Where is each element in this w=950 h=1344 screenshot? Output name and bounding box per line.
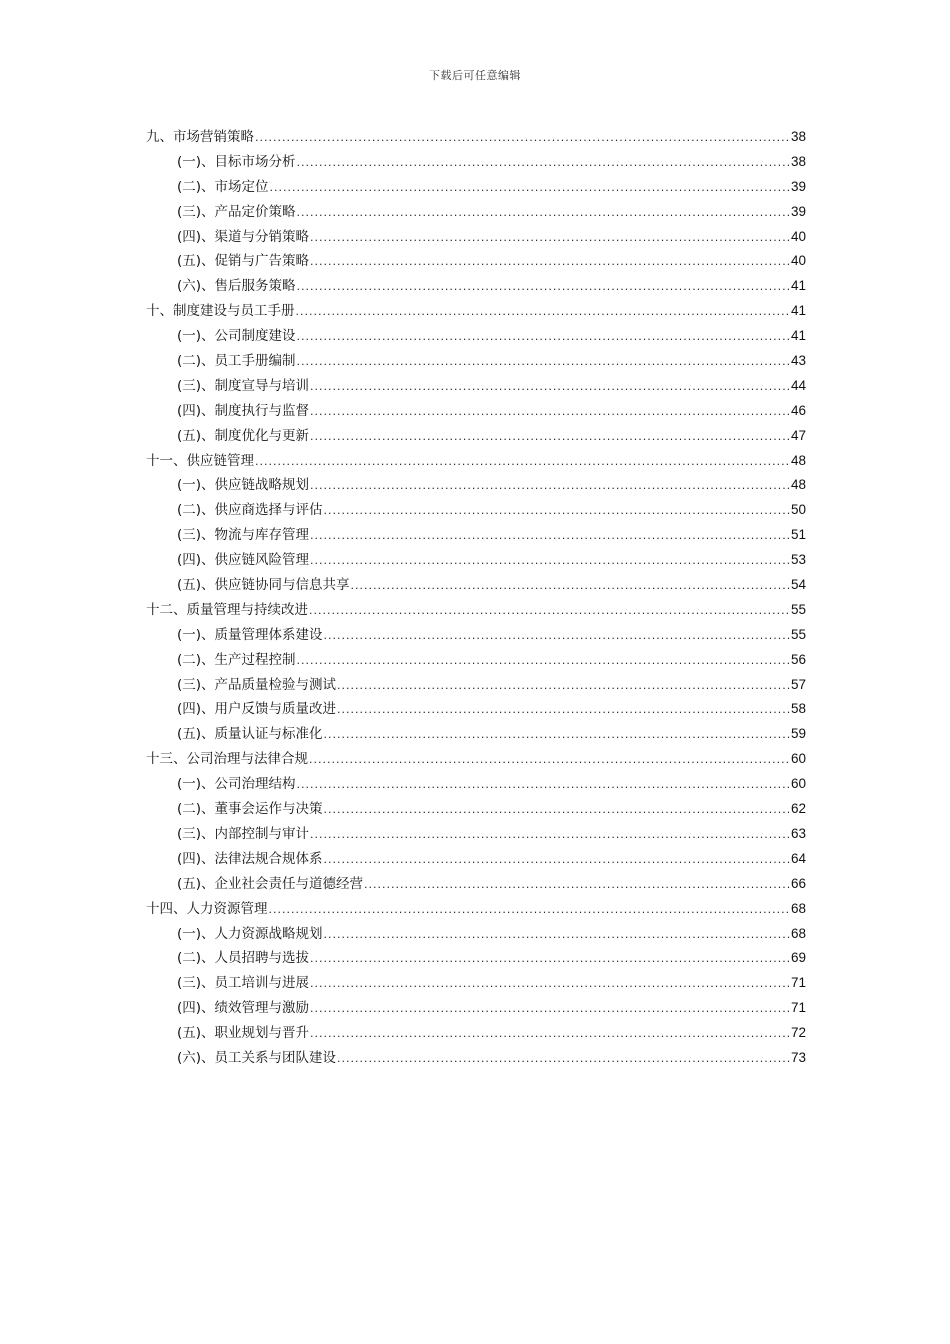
toc-page-number: 41 xyxy=(790,328,806,344)
toc-section-entry[interactable] xyxy=(146,648,806,673)
toc-section-entry[interactable] xyxy=(146,1046,806,1071)
toc-chapter-entry[interactable] xyxy=(146,598,806,623)
toc-section-entry[interactable] xyxy=(146,573,806,598)
toc-dot-leader xyxy=(337,1047,790,1072)
toc-section-entry[interactable] xyxy=(146,847,806,872)
toc-entry-label: (三)、制度宣导与培训 xyxy=(177,377,310,394)
toc-entry-label: (五)、质量认证与标准化 xyxy=(177,726,323,743)
toc-dot-leader xyxy=(310,549,790,574)
toc-page-number: 63 xyxy=(790,825,806,841)
toc-section-entry[interactable] xyxy=(146,349,806,374)
toc-chapter-entry[interactable] xyxy=(146,449,806,474)
toc-section-entry[interactable] xyxy=(146,523,806,548)
toc-page-number: 71 xyxy=(790,975,806,991)
toc-page-number: 68 xyxy=(790,900,806,916)
toc-entry-label: (三)、员工培训与进展 xyxy=(177,975,310,992)
toc-section-entry[interactable] xyxy=(146,822,806,847)
toc-dot-leader xyxy=(297,350,790,375)
toc-page-number: 59 xyxy=(790,726,806,742)
toc-page-number: 44 xyxy=(790,377,806,393)
toc-page-number: 71 xyxy=(790,1000,806,1016)
toc-section-entry[interactable] xyxy=(146,697,806,722)
toc-page-number: 60 xyxy=(790,776,806,792)
toc-entry-label: (五)、供应链协同与信息共享 xyxy=(177,577,350,594)
toc-dot-leader xyxy=(310,524,790,549)
toc-entry-label: (三)、物流与库存管理 xyxy=(177,527,310,544)
toc-entry-label: 九、市场营销策略 xyxy=(146,129,254,145)
toc-dot-leader xyxy=(255,126,790,151)
toc-dot-leader xyxy=(324,848,790,873)
toc-entry-label: (二)、人员招聘与选拔 xyxy=(177,950,310,967)
toc-dot-leader xyxy=(364,873,790,898)
toc-section-entry[interactable] xyxy=(146,225,806,250)
toc-page-number: 62 xyxy=(790,801,806,817)
toc-dot-leader xyxy=(297,201,790,226)
toc-dot-leader xyxy=(310,425,790,450)
toc-section-entry[interactable] xyxy=(146,623,806,648)
toc-page-number: 39 xyxy=(790,203,806,219)
toc-page-number: 46 xyxy=(790,402,806,418)
toc-page-number: 73 xyxy=(790,1049,806,1065)
toc-dot-leader xyxy=(296,300,790,325)
toc-chapter-entry[interactable] xyxy=(146,897,806,922)
toc-dot-leader xyxy=(269,898,790,923)
toc-entry-label: (一)、人力资源战略规划 xyxy=(177,925,323,942)
toc-page-number: 40 xyxy=(790,228,806,244)
toc-entry-label: (三)、产品质量检验与测试 xyxy=(177,676,337,693)
toc-dot-leader xyxy=(297,649,790,674)
toc-section-entry[interactable] xyxy=(146,922,806,947)
toc-dot-leader xyxy=(324,499,790,524)
toc-page-number: 38 xyxy=(790,153,806,169)
toc-section-entry[interactable] xyxy=(146,324,806,349)
toc-entry-label: (五)、促销与广告策略 xyxy=(177,253,310,270)
toc-section-entry[interactable] xyxy=(146,200,806,225)
toc-section-entry[interactable] xyxy=(146,673,806,698)
toc-dot-leader xyxy=(310,823,790,848)
toc-entry-label: (五)、制度优化与更新 xyxy=(177,427,310,444)
toc-dot-leader xyxy=(297,325,790,350)
toc-page-number: 38 xyxy=(790,129,806,144)
toc-entry-label: (六)、售后服务策略 xyxy=(177,278,296,295)
toc-section-entry[interactable] xyxy=(146,274,806,299)
toc-page-number: 53 xyxy=(790,552,806,568)
toc-dot-leader xyxy=(297,773,790,798)
toc-dot-leader xyxy=(310,400,790,425)
toc-page-number: 66 xyxy=(790,875,806,891)
toc-entry-label: 十三、公司治理与法律合规 xyxy=(146,751,308,768)
toc-entry-label: (一)、供应链战略规划 xyxy=(177,477,310,494)
toc-page-number: 48 xyxy=(790,452,806,468)
toc-chapter-entry[interactable] xyxy=(146,299,806,324)
toc-entry-label: (二)、生产过程控制 xyxy=(177,651,296,668)
toc-section-entry[interactable] xyxy=(146,971,806,996)
toc-entry-label: (四)、法律法规合规体系 xyxy=(177,850,323,867)
toc-dot-leader xyxy=(337,674,790,699)
toc-section-entry[interactable] xyxy=(146,424,806,449)
toc-dot-leader xyxy=(337,698,790,723)
toc-dot-leader xyxy=(310,1022,790,1047)
toc-section-entry[interactable] xyxy=(146,996,806,1021)
toc-page-number: 58 xyxy=(790,701,806,717)
toc-entry-label: 十、制度建设与员工手册 xyxy=(146,303,295,320)
toc-dot-leader xyxy=(309,748,790,773)
toc-page-number: 39 xyxy=(790,178,806,194)
toc-entry-label: (四)、绩效管理与激励 xyxy=(177,1000,310,1017)
toc-page-number: 55 xyxy=(790,626,806,642)
toc-section-entry[interactable] xyxy=(146,946,806,971)
toc-entry-label: 十四、人力资源管理 xyxy=(146,900,268,917)
toc-section-entry[interactable] xyxy=(146,548,806,573)
toc-entry-label: (一)、公司制度建设 xyxy=(177,328,296,345)
toc-entry-label: (四)、用户反馈与质量改进 xyxy=(177,701,337,718)
toc-dot-leader xyxy=(270,176,790,201)
toc-dot-leader xyxy=(351,574,790,599)
toc-entry-label: (一)、公司治理结构 xyxy=(177,776,296,793)
toc-dot-leader xyxy=(324,923,790,948)
toc-page-number: 47 xyxy=(790,427,806,443)
toc-entry-label: (二)、员工手册编制 xyxy=(177,353,296,370)
toc-entry-label: (四)、渠道与分销策略 xyxy=(177,228,310,245)
toc-section-entry[interactable] xyxy=(146,872,806,897)
toc-dot-leader xyxy=(310,997,790,1022)
toc-page-number: 69 xyxy=(790,950,806,966)
toc-entry-label: (三)、内部控制与审计 xyxy=(177,825,310,842)
toc-page-number: 60 xyxy=(790,751,806,767)
toc-dot-leader xyxy=(324,624,790,649)
toc-page-number: 50 xyxy=(790,502,806,518)
toc-section-entry[interactable] xyxy=(146,498,806,523)
toc-chapter-entry[interactable] xyxy=(146,125,806,150)
toc-section-entry[interactable] xyxy=(146,249,806,274)
toc-entry-label: (三)、产品定价策略 xyxy=(177,203,296,220)
toc-page-number: 40 xyxy=(790,253,806,269)
toc-entry-label: (六)、员工关系与团队建设 xyxy=(177,1049,337,1066)
toc-dot-leader xyxy=(310,947,790,972)
toc-section-entry[interactable] xyxy=(146,1021,806,1046)
toc-section-entry[interactable] xyxy=(146,175,806,200)
toc-page-number: 51 xyxy=(790,527,806,543)
toc-dot-leader xyxy=(324,723,790,748)
toc-page-number: 57 xyxy=(790,676,806,692)
toc-section-entry[interactable] xyxy=(146,797,806,822)
toc-page-number: 56 xyxy=(790,651,806,667)
toc-page-number: 72 xyxy=(790,1025,806,1041)
toc-dot-leader xyxy=(310,972,790,997)
toc-dot-leader xyxy=(310,474,790,499)
toc-dot-leader xyxy=(297,275,790,300)
toc-page-number: 41 xyxy=(790,303,806,319)
toc-dot-leader xyxy=(309,599,790,624)
toc-page-number: 48 xyxy=(790,477,806,493)
toc-page-number: 43 xyxy=(790,353,806,369)
toc-section-entry[interactable] xyxy=(146,399,806,424)
table-of-contents xyxy=(146,125,806,1071)
toc-section-entry[interactable] xyxy=(146,150,806,175)
toc-page-number: 68 xyxy=(790,925,806,941)
toc-section-entry[interactable] xyxy=(146,772,806,797)
toc-entry-label: (二)、董事会运作与决策 xyxy=(177,801,323,818)
toc-page-number: 55 xyxy=(790,601,806,617)
toc-dot-leader xyxy=(310,250,790,275)
toc-chapter-entry[interactable] xyxy=(146,747,806,772)
toc-dot-leader xyxy=(255,450,790,475)
toc-entry-label: 十一、供应链管理 xyxy=(146,452,254,469)
toc-dot-leader xyxy=(297,151,790,176)
page-header: 下载后可任意编辑 xyxy=(429,69,521,82)
toc-section-entry[interactable] xyxy=(146,473,806,498)
toc-entry-label: (五)、职业规划与晋升 xyxy=(177,1025,310,1042)
toc-section-entry[interactable] xyxy=(146,722,806,747)
toc-dot-leader xyxy=(324,798,790,823)
toc-entry-label: 十二、质量管理与持续改进 xyxy=(146,601,308,618)
toc-entry-label: (一)、质量管理体系建设 xyxy=(177,626,323,643)
toc-page-number: 54 xyxy=(790,577,806,593)
toc-dot-leader xyxy=(310,226,790,251)
toc-entry-label: (二)、市场定位 xyxy=(177,178,269,195)
toc-entry-label: (四)、制度执行与监督 xyxy=(177,402,310,419)
toc-page-number: 64 xyxy=(790,850,806,866)
toc-entry-label: (一)、目标市场分析 xyxy=(177,153,296,170)
toc-entry-label: (五)、企业社会责任与道德经营 xyxy=(177,875,364,892)
toc-page-number: 41 xyxy=(790,278,806,294)
toc-section-entry[interactable] xyxy=(146,374,806,399)
toc-entry-label: (二)、供应商选择与评估 xyxy=(177,502,323,519)
toc-entry-label: (四)、供应链风险管理 xyxy=(177,552,310,569)
toc-dot-leader xyxy=(310,375,790,400)
